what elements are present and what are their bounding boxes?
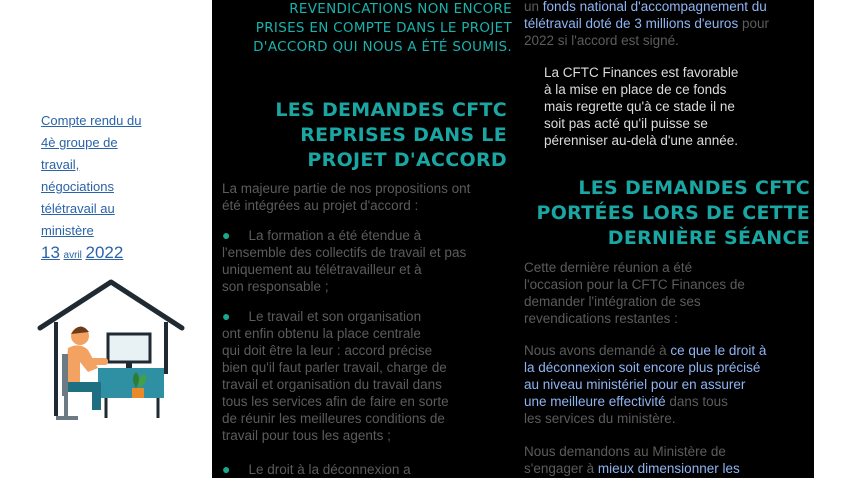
text-line: La majeure partie de nos propositions ont	[222, 181, 471, 196]
text-line: Nous demandons au Ministère de	[524, 444, 726, 459]
section-heading-reprises	[222, 98, 507, 173]
title-line: Compte rendu du	[41, 113, 142, 128]
text-fragment: s'engager à	[524, 461, 595, 476]
title-line: travail,	[41, 157, 80, 172]
section-heading-portees	[522, 176, 810, 251]
meeting-paragraph	[524, 259, 814, 327]
bullet-item-formation	[222, 227, 512, 295]
heading-line: PROJET D'ACCORD	[307, 149, 507, 171]
text-line: pérenniser au-delà d'une année.	[544, 133, 738, 148]
text-line: l'ensemble des collectifs de travail et pas	[222, 245, 467, 260]
text-fragment: un	[524, 0, 540, 14]
heading-line: LES DEMANDES CFTC	[275, 99, 507, 121]
highlighted-text: mieux dimensionner les	[597, 461, 740, 476]
text-line: La formation a été étendue à	[248, 228, 422, 243]
text-line: mais regrette qu'à ce stade il ne	[544, 99, 735, 114]
highlighted-text: une meilleure effectivité	[524, 394, 666, 409]
text-line: soit pas acté qu'il puisse se	[544, 116, 708, 131]
bullet-item-deconnexion	[222, 461, 512, 478]
text-line: tous les services afin de faire en sorte	[222, 394, 449, 409]
highlighted-text: fonds national d'accompagnement du	[542, 0, 767, 14]
fund-paragraph	[524, 0, 814, 49]
text-line: qui doit être la leur : accord précise	[222, 343, 433, 358]
date-day: 13	[41, 243, 60, 262]
highlighted-text: au niveau ministériel pour en assurer	[524, 377, 746, 392]
title-line: 4è groupe de	[41, 135, 118, 150]
text-fragment: pour	[741, 16, 769, 31]
text-line: travail et organisation du travail dans	[222, 377, 442, 392]
bullet-icon: ●	[222, 308, 231, 324]
text-line: La CFTC Finances est favorable	[544, 65, 739, 80]
intro-line: D'ACCORD QUI NOUS A ÉTÉ SOUMIS.	[253, 39, 512, 55]
heading-line: DERNIÈRE SÉANCE	[607, 227, 810, 249]
title-line: télétravail au	[41, 201, 115, 216]
text-line: été intégrées au projet d'accord :	[222, 198, 419, 213]
bullet-icon: ●	[222, 227, 231, 243]
heading-line: REPRISES DANS LE	[300, 124, 507, 146]
text-line: Le droit à la déconnexion a	[248, 462, 411, 477]
ministry-request-paragraph	[524, 443, 814, 477]
text-line: revendications restantes :	[524, 311, 678, 326]
intro-line: PRISES EN COMPTE DANS LE PROJET	[255, 20, 512, 36]
text-fragment: dans tous	[669, 394, 728, 409]
bullet-icon: ●	[222, 461, 231, 477]
text-line: bien qu'il faut parler travail, charge de	[222, 360, 447, 375]
text-line: travail pour tous les agents ;	[222, 428, 391, 443]
title-line: négociations	[41, 179, 114, 194]
heading-line: PORTÉES LORS DE CETTE	[536, 202, 810, 224]
heading-line: LES DEMANDES CFTC	[578, 177, 810, 199]
text-line: Cette dernière réunion a été	[524, 260, 693, 275]
highlighted-text: la déconnexion soit encore plus précisé	[524, 360, 761, 375]
report-title	[41, 110, 171, 267]
text-line: Le travail et son organisation	[248, 309, 422, 324]
intro-caps-text	[222, 0, 512, 57]
text-fragment: Nous avons demandé à	[524, 343, 667, 358]
remote-work-illustration	[36, 276, 186, 426]
text-line: de réunir les meilleures conditions de	[222, 411, 445, 426]
date-month: avril	[63, 250, 82, 261]
cftc-position-paragraph	[544, 64, 804, 149]
text-line: les services du ministère.	[524, 411, 676, 426]
lead-paragraph	[222, 180, 512, 214]
text-line: à la mise en place de ce fonds	[544, 82, 727, 97]
date-year: 2022	[85, 243, 124, 262]
intro-line: REVENDICATIONS NON ENCORE	[289, 1, 512, 17]
deconnexion-request-paragraph	[524, 342, 814, 427]
bullet-item-travail	[222, 308, 512, 444]
text-line: 2022 si l'accord est signé.	[524, 33, 679, 48]
text-line: son responsable ;	[222, 279, 329, 294]
text-line: l'occasion pour la CFTC Finances de	[524, 277, 745, 292]
title-line: ministère	[41, 223, 94, 238]
report-date	[41, 242, 171, 267]
highlighted-text: ce que le droit à	[670, 343, 767, 358]
text-line: uniquement au télétravailleur et à	[222, 262, 422, 277]
right-margin	[814, 0, 850, 478]
text-line: ont enfin obtenu la place centrale	[222, 326, 421, 341]
text-line: demander l'intégration de ses	[524, 294, 701, 309]
highlighted-text: télétravail doté de 3 millions d'euros	[524, 16, 739, 31]
